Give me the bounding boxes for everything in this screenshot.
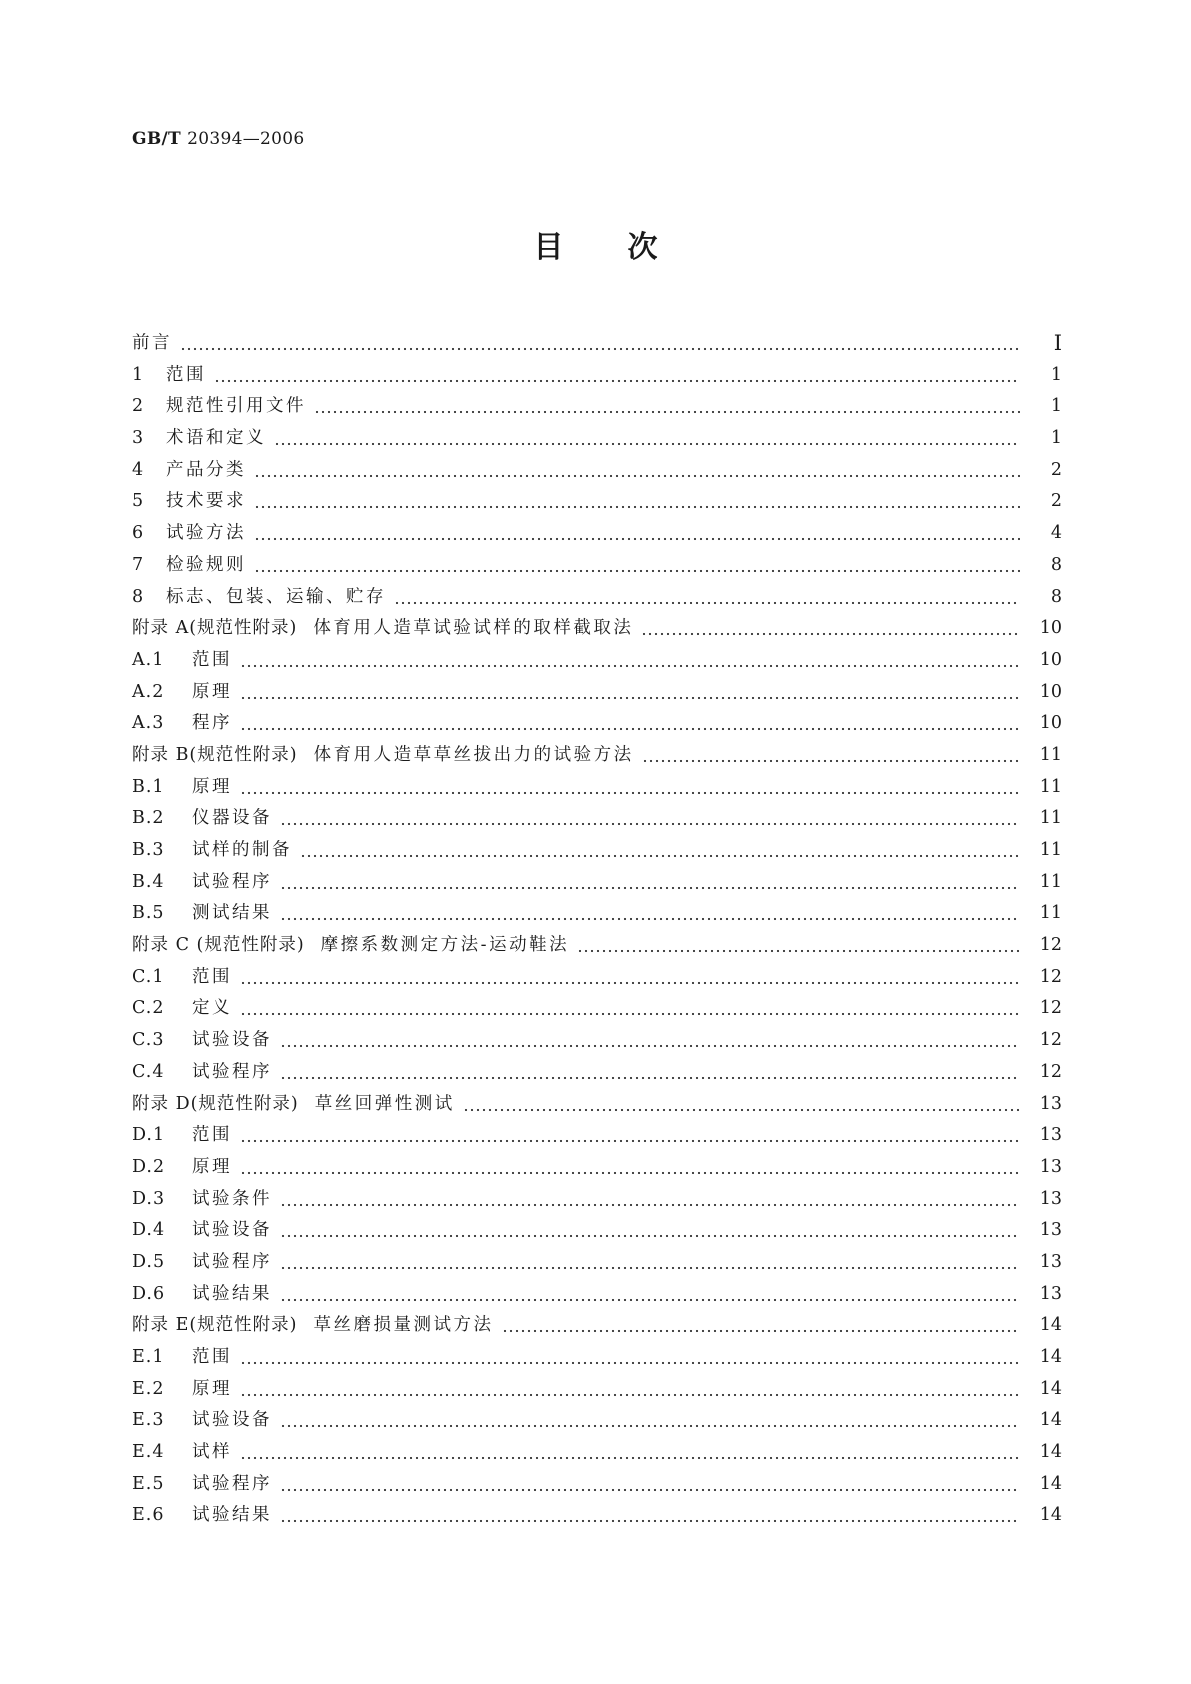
page-number: 12: [1039, 1030, 1062, 1051]
dot-leader: [641, 613, 1020, 645]
dot-leader: [240, 645, 1020, 677]
entry-title: 检验规则: [166, 554, 246, 575]
toc-entry: [132, 1184, 1062, 1216]
page-number: 11: [1039, 744, 1062, 765]
toc-appendix-entry: [132, 1310, 1062, 1342]
entry-title: 体育用人造草试验试样的取样截取法: [313, 618, 634, 639]
dot-leader: [254, 550, 1020, 582]
page-number: 10: [1039, 713, 1062, 734]
entry-number: E.4: [132, 1442, 165, 1463]
toc-entry: [132, 1215, 1062, 1247]
entry-number: C.1: [132, 966, 165, 987]
toc-entry: [132, 1500, 1062, 1532]
page-number: 11: [1039, 840, 1062, 860]
entry-title: 试验方法: [166, 523, 246, 544]
entry-title: 试验结果: [192, 1283, 272, 1304]
entry-title: 原理: [192, 1156, 232, 1177]
entry-number: E.1: [132, 1347, 165, 1367]
dot-leader: [394, 582, 1020, 614]
entry-number: C.2: [132, 998, 165, 1019]
page-number: 14: [1039, 1378, 1062, 1399]
page-number: 14: [1039, 1505, 1062, 1526]
toc-entry: [132, 391, 1062, 423]
toc-entry: [132, 1469, 1062, 1501]
page-number: 13: [1039, 1156, 1062, 1177]
dot-leader: [240, 1374, 1020, 1406]
dot-leader: [300, 835, 1020, 867]
entry-title: 仪器设备: [192, 808, 272, 829]
entry-title: 试验设备: [192, 1220, 272, 1241]
page-number: 10: [1039, 618, 1062, 639]
entry-number: 7: [132, 554, 145, 575]
standard-prefix: GB/T: [132, 129, 181, 149]
dot-leader: [280, 1184, 1020, 1216]
toc-entry: [132, 1374, 1062, 1406]
entry-number: E.6: [132, 1505, 165, 1526]
toc-entry: [132, 1247, 1062, 1279]
page-number: 11: [1039, 871, 1062, 892]
dot-leader: [240, 708, 1020, 740]
page-number: 13: [1039, 1220, 1062, 1241]
page-number: 11: [1039, 903, 1062, 924]
dot-leader: [274, 423, 1020, 455]
dot-leader: [280, 1215, 1020, 1247]
entry-number: B.2: [132, 808, 165, 829]
dot-leader: [240, 1437, 1020, 1469]
toc-entry: [132, 1120, 1062, 1152]
page-number: 13: [1039, 1251, 1062, 1272]
page-number: 8: [1050, 586, 1062, 607]
page-number: Ⅰ: [1053, 331, 1062, 355]
page-number: 14: [1039, 1442, 1062, 1463]
page-number: 1: [1050, 364, 1062, 385]
entry-number: D.2: [132, 1156, 166, 1177]
dot-leader: [280, 1279, 1020, 1311]
entry-title: 试样: [192, 1442, 232, 1463]
dot-leader: [254, 455, 1020, 487]
dot-leader: [502, 1310, 1021, 1342]
page-number: 13: [1039, 1093, 1062, 1114]
entry-title: 试样的制备: [192, 840, 292, 860]
page-number: 11: [1039, 808, 1062, 829]
entry-title: 试验程序: [192, 871, 272, 892]
dot-leader: [642, 740, 1020, 772]
entry-title: 试验设备: [192, 1030, 272, 1051]
page-number: 14: [1039, 1473, 1062, 1494]
dot-leader: [463, 1089, 1020, 1121]
table-of-contents: [132, 328, 1062, 1532]
entry-number: 3: [132, 428, 145, 449]
entry-title: 摩擦系数测定方法-运动鞋法: [320, 935, 570, 956]
dot-leader: [280, 1405, 1020, 1437]
page-number: 13: [1039, 1283, 1062, 1304]
dot-leader: [280, 898, 1020, 930]
dot-leader: [214, 360, 1020, 392]
dot-leader: [240, 1120, 1020, 1152]
dot-leader: [280, 1469, 1020, 1501]
entry-title: 标志、包装、运输、贮存: [166, 586, 386, 607]
entry-title: 试验程序: [192, 1473, 272, 1494]
dot-leader: [280, 867, 1020, 899]
entry-number: 6: [132, 523, 145, 544]
standard-code: [132, 127, 305, 151]
page-number: 13: [1039, 1188, 1062, 1209]
toc-entry: [132, 898, 1062, 930]
toc-entry-preface: [132, 328, 1062, 360]
page-title: 目次: [533, 230, 722, 265]
page-number: 1: [1050, 428, 1062, 449]
entry-number: D.3: [132, 1188, 166, 1209]
dot-leader: [254, 518, 1020, 550]
entry-title: 试验设备: [192, 1410, 272, 1431]
entry-title: 试验程序: [192, 1061, 272, 1082]
appendix-label: 附录 E(规范性附录): [132, 1315, 298, 1336]
page-number: 13: [1039, 1125, 1062, 1146]
page-number: 12: [1039, 966, 1062, 987]
entry-number: D.1: [132, 1125, 166, 1146]
dot-leader: [280, 803, 1020, 835]
toc-entry: [132, 645, 1062, 677]
entry-title: 试验条件: [192, 1188, 272, 1209]
toc-entry: [132, 803, 1062, 835]
entry-number: E.3: [132, 1410, 165, 1431]
entry-title: 产品分类: [166, 459, 246, 480]
entry-number: B.3: [132, 840, 165, 860]
dot-leader: [314, 391, 1020, 423]
toc-entry: [132, 1025, 1062, 1057]
entry-number: D.4: [132, 1220, 166, 1241]
entry-number: E.2: [132, 1378, 165, 1399]
entry-title: 范围: [192, 966, 232, 987]
toc-entry: [132, 1405, 1062, 1437]
toc-entry: [132, 1152, 1062, 1184]
toc-entry: [132, 518, 1062, 550]
entry-title: 范围: [192, 1125, 232, 1146]
entry-title: 体育用人造草草丝拔出力的试验方法: [313, 744, 634, 765]
entry-number: B.5: [132, 903, 165, 924]
page-number: 14: [1039, 1315, 1062, 1336]
page-number: 1: [1050, 396, 1062, 417]
entry-title: 定义: [192, 998, 232, 1019]
toc-entry: [132, 962, 1062, 994]
dot-leader: [280, 1247, 1020, 1279]
entry-title: 规范性引用文件: [166, 396, 306, 417]
dot-leader: [254, 486, 1020, 518]
toc-entry: [132, 486, 1062, 518]
page-number: 12: [1039, 1061, 1062, 1082]
entry-title: 范围: [166, 364, 206, 385]
toc-entry: [132, 582, 1062, 614]
dot-leader: [240, 772, 1020, 804]
page-number: 8: [1050, 554, 1062, 575]
entry-number: A.3: [132, 713, 165, 734]
toc-entry: [132, 677, 1062, 709]
entry-title: 试验程序: [192, 1251, 272, 1272]
toc-appendix-entry: [132, 613, 1062, 645]
toc-appendix-entry: [132, 1089, 1062, 1121]
entry-number: D.5: [132, 1251, 166, 1272]
page-number: 11: [1039, 776, 1062, 797]
standard-number: 20394—2006: [187, 129, 305, 149]
page-number: 4: [1050, 523, 1062, 544]
page-number: 2: [1050, 459, 1062, 480]
toc-entry: [132, 1057, 1062, 1089]
entry-number: 8: [132, 586, 145, 607]
entry-title: 技术要求: [166, 491, 246, 512]
entry-number: B.1: [132, 776, 165, 797]
entry-number: E.5: [132, 1473, 165, 1494]
entry-title: 草丝回弹性测试: [314, 1093, 455, 1114]
page-number: 10: [1039, 681, 1062, 702]
toc-entry: [132, 867, 1062, 899]
page-number: 12: [1039, 998, 1062, 1019]
toc-entry: [132, 835, 1062, 867]
toc-entry: [132, 423, 1062, 455]
appendix-label: 附录 D(规范性附录): [132, 1093, 299, 1114]
dot-leader: [280, 1500, 1020, 1532]
entry-title: 草丝磨损量测试方法: [313, 1315, 494, 1336]
entry-title: 范围: [192, 649, 232, 670]
dot-leader: [280, 1025, 1020, 1057]
entry-title: 范围: [192, 1347, 232, 1367]
entry-number: 5: [132, 491, 145, 512]
entry-title: 试验结果: [192, 1505, 272, 1526]
entry-title: 程序: [192, 713, 232, 734]
entry-title: 术语和定义: [166, 428, 266, 449]
toc-appendix-entry: [132, 740, 1062, 772]
entry-number: C.3: [132, 1030, 165, 1051]
toc-entry: [132, 772, 1062, 804]
dot-leader: [577, 930, 1020, 962]
toc-entry: [132, 1437, 1062, 1469]
toc-entry: [132, 1342, 1062, 1374]
page-number: 2: [1050, 491, 1062, 512]
entry-number: A.2: [132, 681, 165, 702]
entry-number: 4: [132, 459, 145, 480]
toc-entry: [132, 708, 1062, 740]
appendix-label: 附录 C (规范性附录): [132, 935, 305, 956]
toc-entry: [132, 455, 1062, 487]
dot-leader: [240, 962, 1020, 994]
toc-entry: [132, 1279, 1062, 1311]
entry-title: 原理: [192, 681, 232, 702]
entry-number: D.6: [132, 1283, 166, 1304]
page-number: 12: [1039, 935, 1062, 956]
entry-number: 2: [132, 396, 145, 417]
entry-number: A.1: [132, 649, 165, 670]
page-number: 14: [1039, 1410, 1062, 1431]
dot-leader: [280, 1057, 1020, 1089]
page-number: 10: [1039, 649, 1062, 670]
entry-number: C.4: [132, 1061, 165, 1082]
dot-leader: [240, 1152, 1020, 1184]
entry-title: 测试结果: [192, 903, 272, 924]
page-number: 14: [1039, 1347, 1062, 1367]
entry-number: B.4: [132, 871, 165, 892]
entry-title: 原理: [192, 1378, 232, 1399]
dot-leader: [240, 677, 1020, 709]
appendix-label: 附录 B(规范性附录): [132, 744, 298, 765]
entry-title: 前言: [132, 333, 172, 353]
entry-number: 1: [132, 364, 145, 385]
entry-title: 原理: [192, 776, 232, 797]
toc-entry: [132, 550, 1062, 582]
toc-appendix-entry: [132, 930, 1062, 962]
toc-entry: [132, 993, 1062, 1025]
dot-leader: [240, 1342, 1020, 1374]
toc-entry: [132, 360, 1062, 392]
appendix-label: 附录 A(规范性附录): [132, 618, 298, 639]
dot-leader: [180, 328, 1020, 360]
dot-leader: [240, 993, 1020, 1025]
